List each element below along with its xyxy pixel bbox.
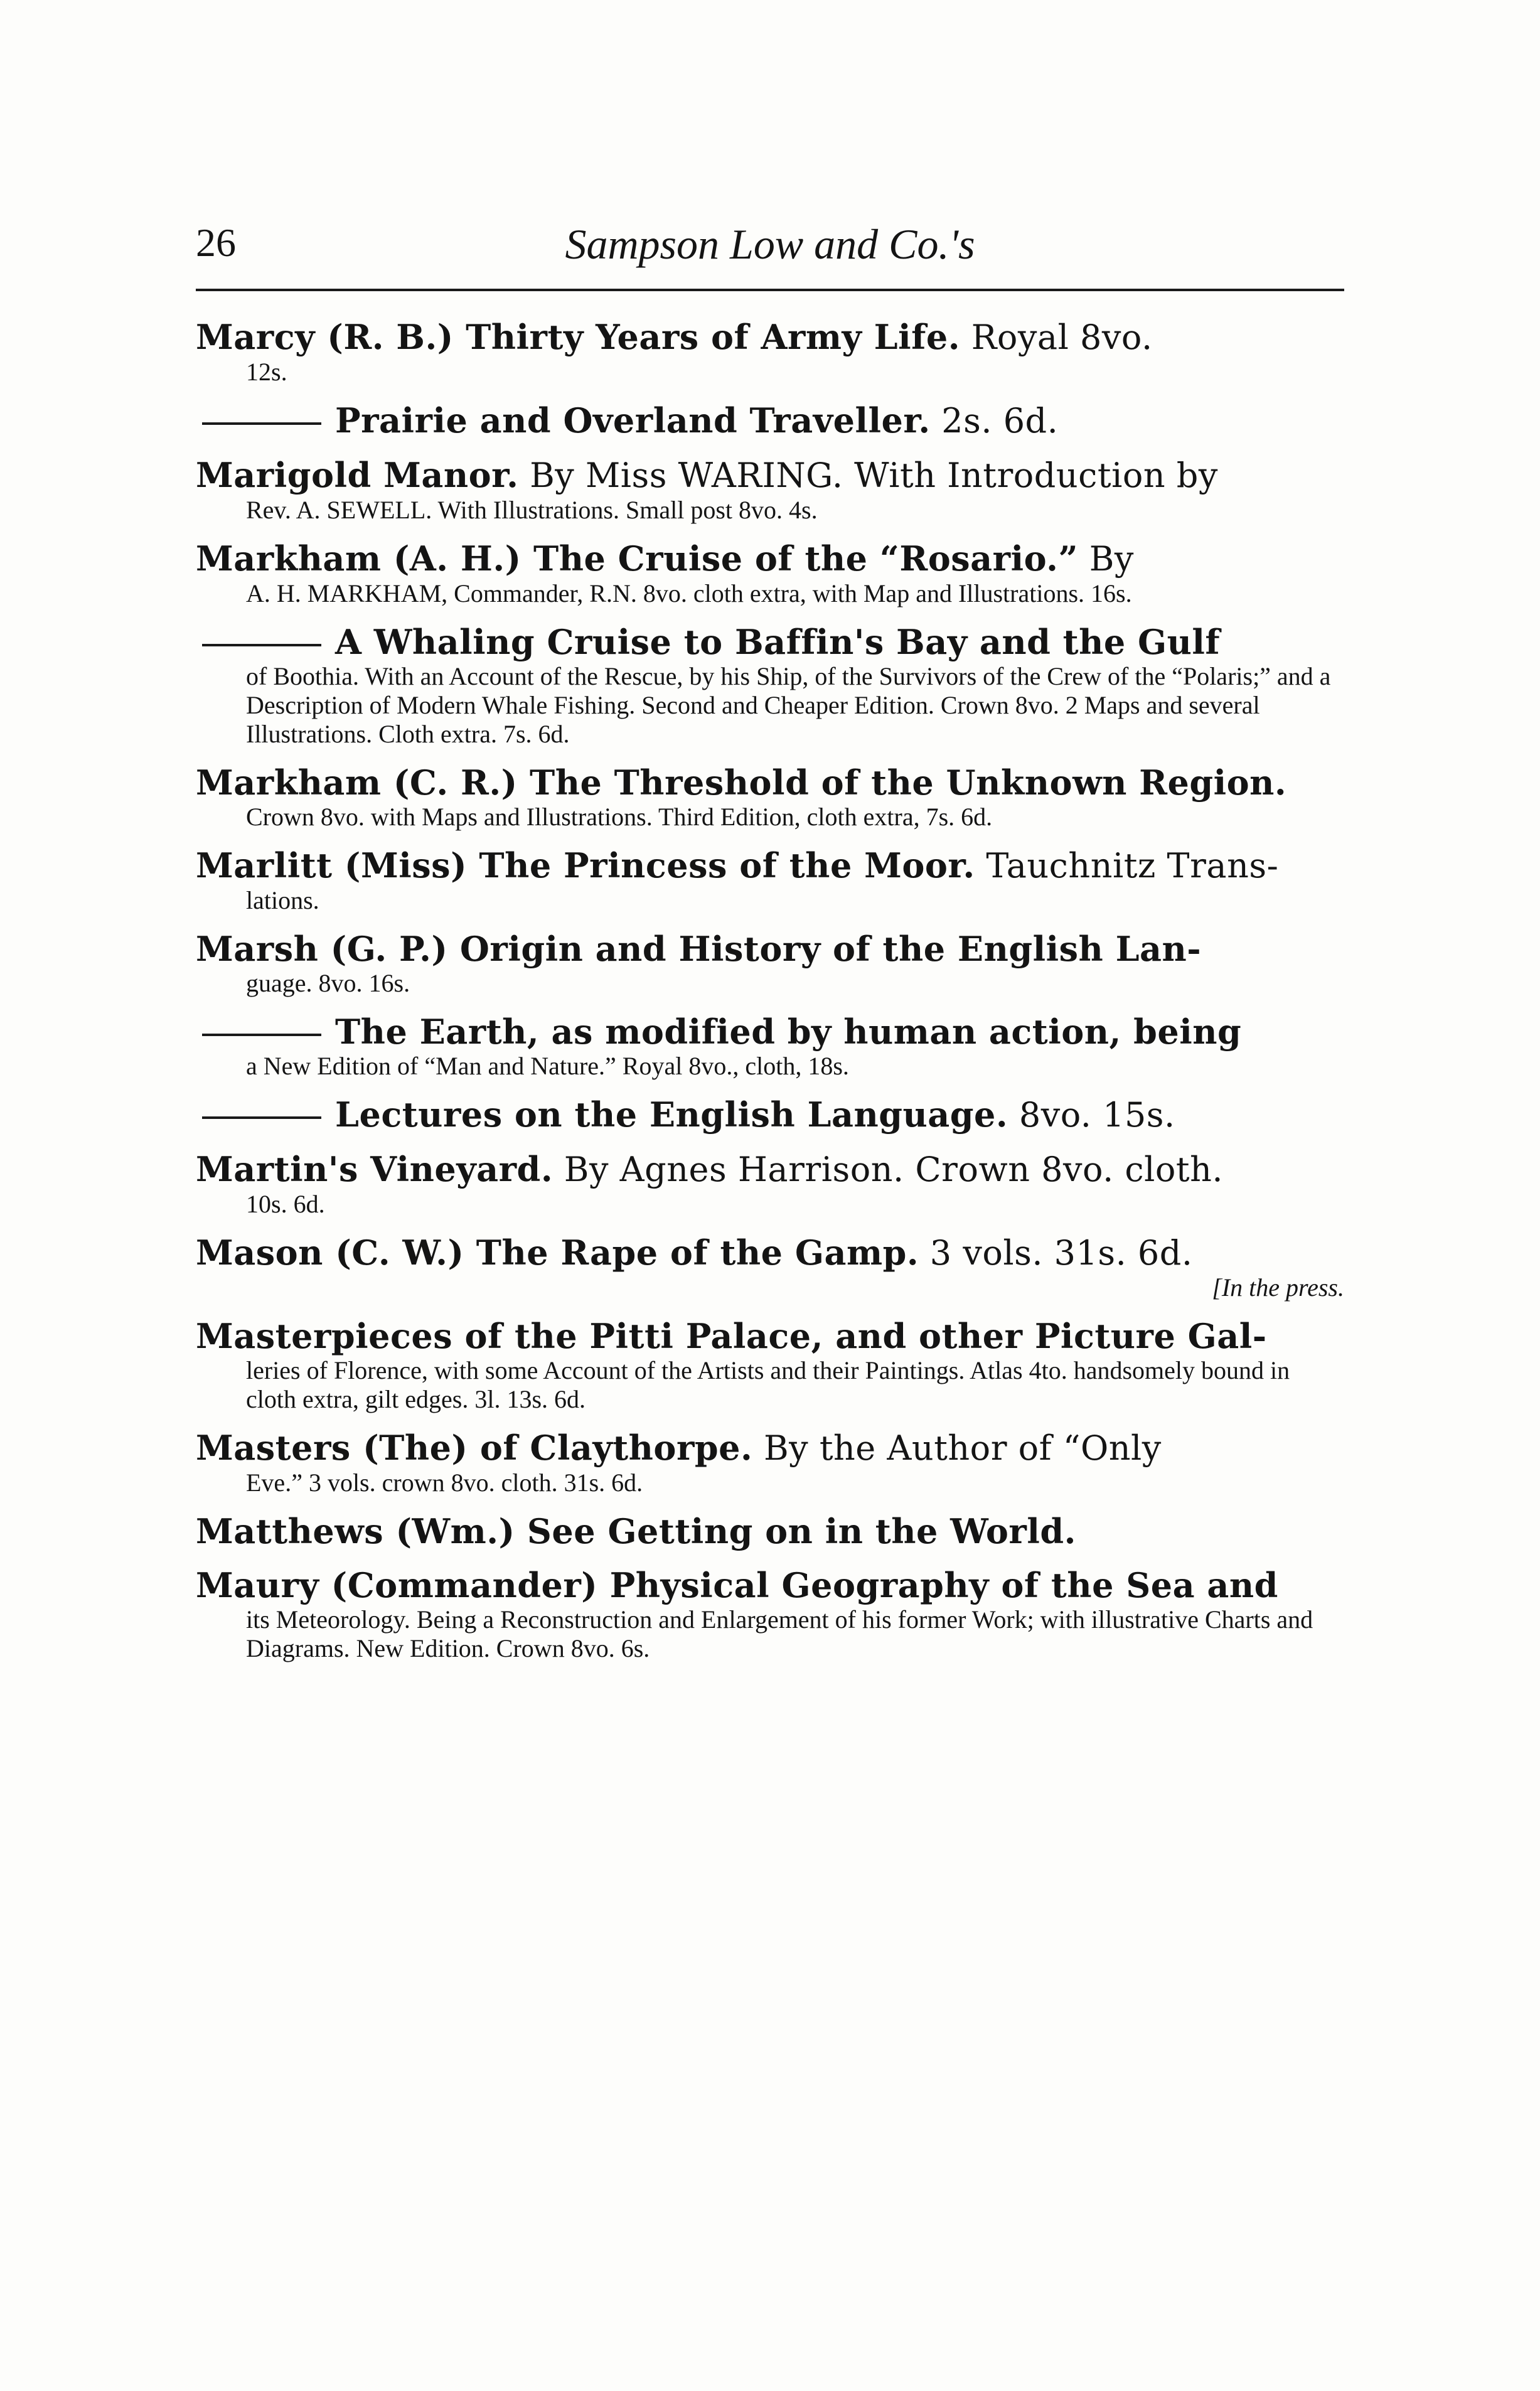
- catalogue-entry: [196, 317, 1344, 387]
- entry-title: Martin's Vineyard.: [196, 1149, 553, 1189]
- entry-title: Markham (A. H.) The Cruise of the “Rosario.”: [196, 538, 1079, 579]
- entry-heading: [196, 1316, 1344, 1356]
- entry-title: Maury (Commander) Physical Geography of the Sea and: [196, 1565, 1278, 1605]
- entry-heading: [196, 1012, 1344, 1052]
- entry-detail: lations.: [246, 886, 319, 914]
- entry-title-tail: 8vo. 15s.: [1008, 1095, 1175, 1135]
- page-header: [196, 220, 1344, 289]
- entry-title: Marlitt (Miss) The Princess of the Moor.: [196, 845, 975, 885]
- catalogue-entry: [196, 1094, 1344, 1135]
- catalogue-entry: [196, 762, 1344, 832]
- ditto-dash: [202, 1034, 321, 1036]
- entry-detail: Eve.” 3 vols. crown 8vo. cloth. 31s. 6d.: [246, 1468, 643, 1497]
- entry-title-tail: By Agnes Harrison. Crown 8vo. cloth.: [553, 1150, 1224, 1189]
- catalogue-entry: [196, 1428, 1344, 1497]
- catalogue-entry: [196, 455, 1344, 525]
- entry-heading: [196, 455, 1344, 496]
- entry-title: Masters (The) of Claythorpe.: [196, 1428, 753, 1468]
- entry-title-tail: By Miss WARING. With Introduction by: [518, 456, 1218, 495]
- catalogue-entry: [196, 1316, 1344, 1414]
- entry-title: Marigold Manor.: [196, 455, 519, 495]
- page-number: 26: [196, 220, 236, 265]
- entry-title-tail: Royal 8vo.: [960, 318, 1153, 357]
- entry-title: Mason (C. W.) The Rape of the Gamp.: [196, 1233, 919, 1273]
- entry-title: A Whaling Cruise to Baffin's Bay and the Gulf: [335, 622, 1221, 662]
- entry-heading: [196, 317, 1344, 358]
- entry-heading: [196, 1094, 1344, 1135]
- catalogue-entry: [196, 622, 1344, 749]
- catalogue-entry: [196, 1012, 1344, 1081]
- catalogue-entries: [196, 317, 1344, 1677]
- running-title: Sampson Low and Co.'s: [565, 220, 975, 268]
- entry-detail: a New Edition of “Man and Nature.” Royal 8vo., cloth, 18s.: [246, 1052, 849, 1080]
- entry-title: Marsh (G. P.) Origin and History of the English Lan-: [196, 929, 1202, 969]
- entry-note: [In the press.: [1212, 1273, 1344, 1302]
- entry-heading: [196, 1428, 1344, 1468]
- entry-heading: [196, 538, 1344, 579]
- entry-title: Masterpieces of the Pitti Palace, and other Picture Gal-: [196, 1316, 1267, 1356]
- catalogue-entry: [196, 1565, 1344, 1663]
- entry-detail: Crown 8vo. with Maps and Illustrations. Third Edition, cloth extra, 7s. 6d.: [246, 803, 993, 831]
- catalogue-page: [196, 220, 1344, 1662]
- entry-title: Matthews (Wm.) See Getting on in the World.: [196, 1511, 1076, 1551]
- ditto-dash: [202, 1116, 321, 1119]
- entry-heading: [196, 845, 1344, 886]
- catalogue-entry: [196, 538, 1344, 608]
- catalogue-entry: [196, 400, 1344, 441]
- entry-title-tail: By: [1078, 539, 1134, 579]
- entry-heading: [196, 622, 1344, 662]
- entry-title: Prairie and Overland Traveller.: [335, 400, 931, 441]
- entry-heading: [196, 929, 1344, 969]
- header-rule: [196, 289, 1344, 291]
- entry-detail: 12s.: [246, 358, 287, 386]
- entry-heading: [196, 1565, 1344, 1605]
- entry-heading: [196, 400, 1344, 441]
- entry-heading: [196, 1511, 1344, 1551]
- catalogue-entry: [196, 1511, 1344, 1551]
- entry-detail: A. H. MARKHAM, Commander, R.N. 8vo. cloth extra, with Map and Illustrations. 16s.: [246, 579, 1132, 607]
- entry-title: Lectures on the English Language.: [335, 1094, 1008, 1135]
- entry-heading: [196, 1233, 1344, 1273]
- entry-title: Markham (C. R.) The Threshold of the Unknown Region.: [196, 762, 1287, 803]
- entry-title: The Earth, as modified by human action, being: [335, 1012, 1242, 1052]
- catalogue-entry: [196, 929, 1344, 998]
- entry-title-tail: 2s. 6d.: [930, 401, 1059, 441]
- ditto-dash: [202, 644, 321, 646]
- entry-heading: [196, 1149, 1344, 1190]
- entry-title-tail: By the Author of “Only: [752, 1428, 1162, 1468]
- catalogue-entry: [196, 845, 1344, 915]
- entry-detail: Rev. A. SEWELL. With Illustrations. Small post 8vo. 4s.: [246, 496, 818, 524]
- entry-title-tail: Tauchnitz Trans-: [975, 846, 1279, 885]
- ditto-dash: [202, 422, 321, 425]
- catalogue-entry: [196, 1233, 1344, 1302]
- entry-detail: leries of Florence, with some Account of the Artists and their Paintings. Atlas 4to. handsomely bound in cloth extra, gilt edges. 3l. 13s. 6d.: [246, 1356, 1290, 1413]
- entry-title: Marcy (R. B.) Thirty Years of Army Life.: [196, 317, 961, 357]
- entry-detail: guage. 8vo. 16s.: [246, 969, 410, 997]
- catalogue-entry: [196, 1149, 1344, 1219]
- entry-title-tail: 3 vols. 31s. 6d.: [919, 1233, 1193, 1273]
- entry-detail: its Meteorology. Being a Reconstruction and Enlargement of his former Work; with illustrative Charts and Diagrams. New Edition. Crown 8vo. 6s.: [246, 1605, 1313, 1662]
- entry-detail: of Boothia. With an Account of the Rescue, by his Ship, of the Survivors of the Crew of the “Polaris;” and a Description of Modern Whale Fishing. Second and Cheaper Edition. Crown 8vo. 2 Maps and several Illustrations. Cloth extra. 7s. 6d.: [246, 662, 1331, 748]
- entry-heading: [196, 762, 1344, 803]
- entry-detail: 10s. 6d.: [246, 1190, 325, 1218]
